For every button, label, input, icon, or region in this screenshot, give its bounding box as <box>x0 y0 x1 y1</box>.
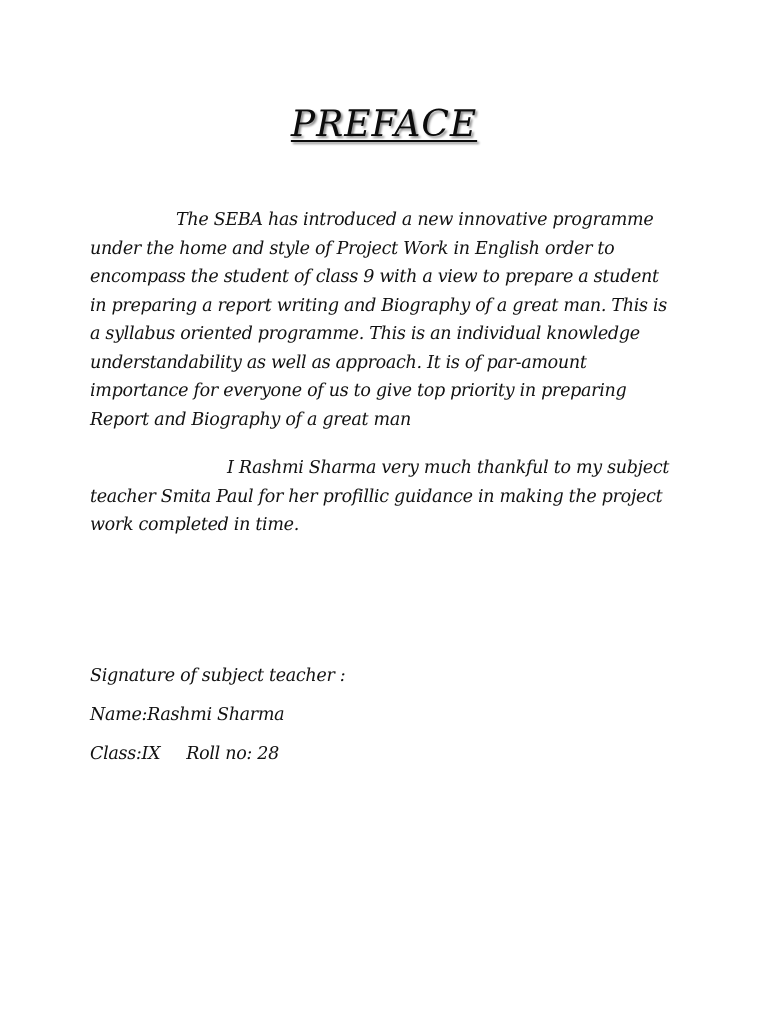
roll-label: Roll no: 28 <box>186 744 279 764</box>
signature-label: Signature of subject teacher : <box>90 666 346 686</box>
class-roll-line <box>90 744 279 764</box>
name-line: Name:Rashmi Sharma <box>90 705 285 725</box>
preface-paragraph-1-text: The SEBA has introduced a new innovative programme under the home and style of Project Work in English order to encompass the student of class 9 with a view to prepare a student in preparing a report writing and Biography of a great man. This is a syllabus oriented programme. This is an individual knowledge understandability as well as approach. It is of par-amount importance for everyone of us to give top priority in preparing Report and Biography of a great man <box>90 210 667 430</box>
preface-paragraph-1 <box>90 206 680 434</box>
preface-paragraph-2-text: I Rashmi Sharma very much thankful to my subject teacher Smita Paul for her profillic guidance in making the project work completed in time. <box>90 458 670 535</box>
preface-paragraph-2 <box>90 454 680 540</box>
class-label: Class:IX <box>90 744 161 764</box>
page-title: PREFACE <box>290 104 478 145</box>
